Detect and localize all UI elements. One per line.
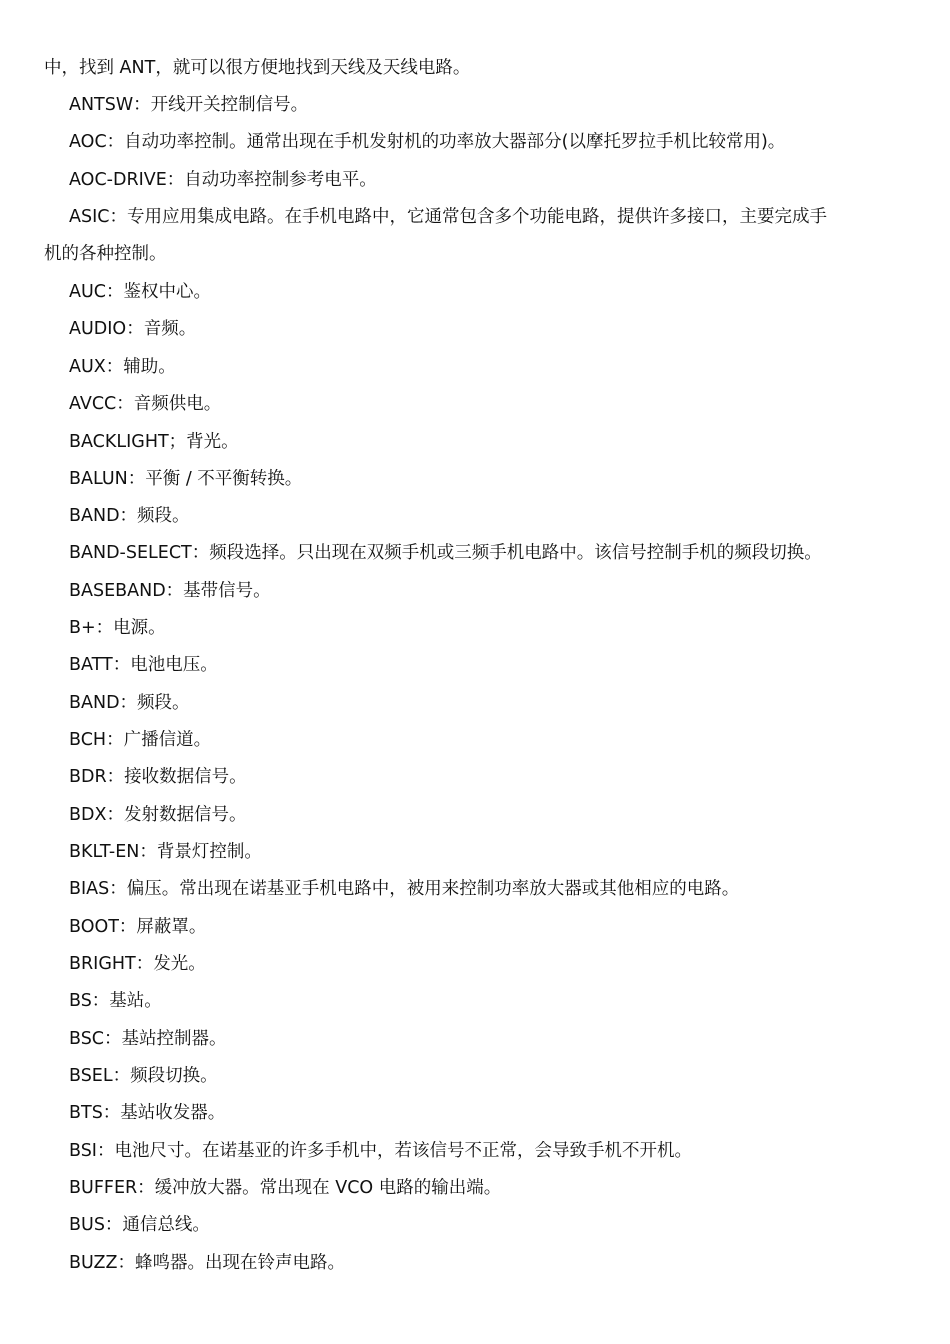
text-line: BUS：通信总线。 xyxy=(69,1215,210,1235)
text-line: AOC：自动功率控制。通常出现在手机发射机的功率放大器部分(以摩托罗拉手机比较常用)。 xyxy=(69,132,786,152)
text-line: BDX：发射数据信号。 xyxy=(69,805,247,825)
text-line: BS：基站。 xyxy=(69,991,162,1011)
text-line: BOOT：屏蔽罩。 xyxy=(69,917,207,937)
text-line: BATT：电池电压。 xyxy=(69,655,218,675)
text-line: BRIGHT：发光。 xyxy=(69,954,206,974)
text-line: BTS：基站收发器。 xyxy=(69,1103,226,1123)
text-line: BDR：接收数据信号。 xyxy=(69,767,247,787)
text-line: 机的各种控制。 xyxy=(44,244,167,264)
text-line: BKLT-EN：背景灯控制。 xyxy=(69,842,262,862)
text-line: AUC：鉴权中心。 xyxy=(69,282,211,302)
text-line: BUZZ：蜂鸣器。出现在铃声电路。 xyxy=(69,1253,345,1273)
text-line: BSC：基站控制器。 xyxy=(69,1029,227,1049)
text-line: BALUN：平衡 / 不平衡转换。 xyxy=(69,469,303,489)
text-line: ANTSW：开线开关控制信号。 xyxy=(69,95,309,115)
text-line: AVCC：音频供电。 xyxy=(69,394,222,414)
text-line: BCH：广播信道。 xyxy=(69,730,212,750)
text-line: BAND：频段。 xyxy=(69,693,190,713)
text-line: 中，找到 ANT，就可以很方便地找到天线及天线电路。 xyxy=(44,58,471,78)
text-line: AUX：辅助。 xyxy=(69,357,176,377)
text-line: B+：电源。 xyxy=(69,618,166,638)
text-line: ASIC：专用应用集成电路。在手机电路中，它通常包含多个功能电路，提供许多接口，主要完成手 xyxy=(69,207,827,227)
text-line: BACKLIGHT；背光。 xyxy=(69,432,239,452)
text-line: BSEL：频段切换。 xyxy=(69,1066,218,1086)
text-line: BASEBAND：基带信号。 xyxy=(69,581,271,601)
text-line: BUFFER：缓冲放大器。常出现在 VCO 电路的输出端。 xyxy=(69,1178,502,1198)
text-line: AUDIO：音频。 xyxy=(69,319,197,339)
text-line: BIAS：偏压。常出现在诺基亚手机电路中，被用来控制功率放大器或其他相应的电路。 xyxy=(69,879,740,899)
text-line: BAND：频段。 xyxy=(69,506,190,526)
text-line: BAND-SELECT：频段选择。只出现在双频手机或三频手机电路中。该信号控制手机的频段切换。 xyxy=(69,543,822,563)
text-line: BSI：电池尺寸。在诺基亚的许多手机中，若该信号不正常，会导致手机不开机。 xyxy=(69,1141,692,1161)
text-line: AOC-DRIVE：自动功率控制参考电平。 xyxy=(69,170,377,190)
